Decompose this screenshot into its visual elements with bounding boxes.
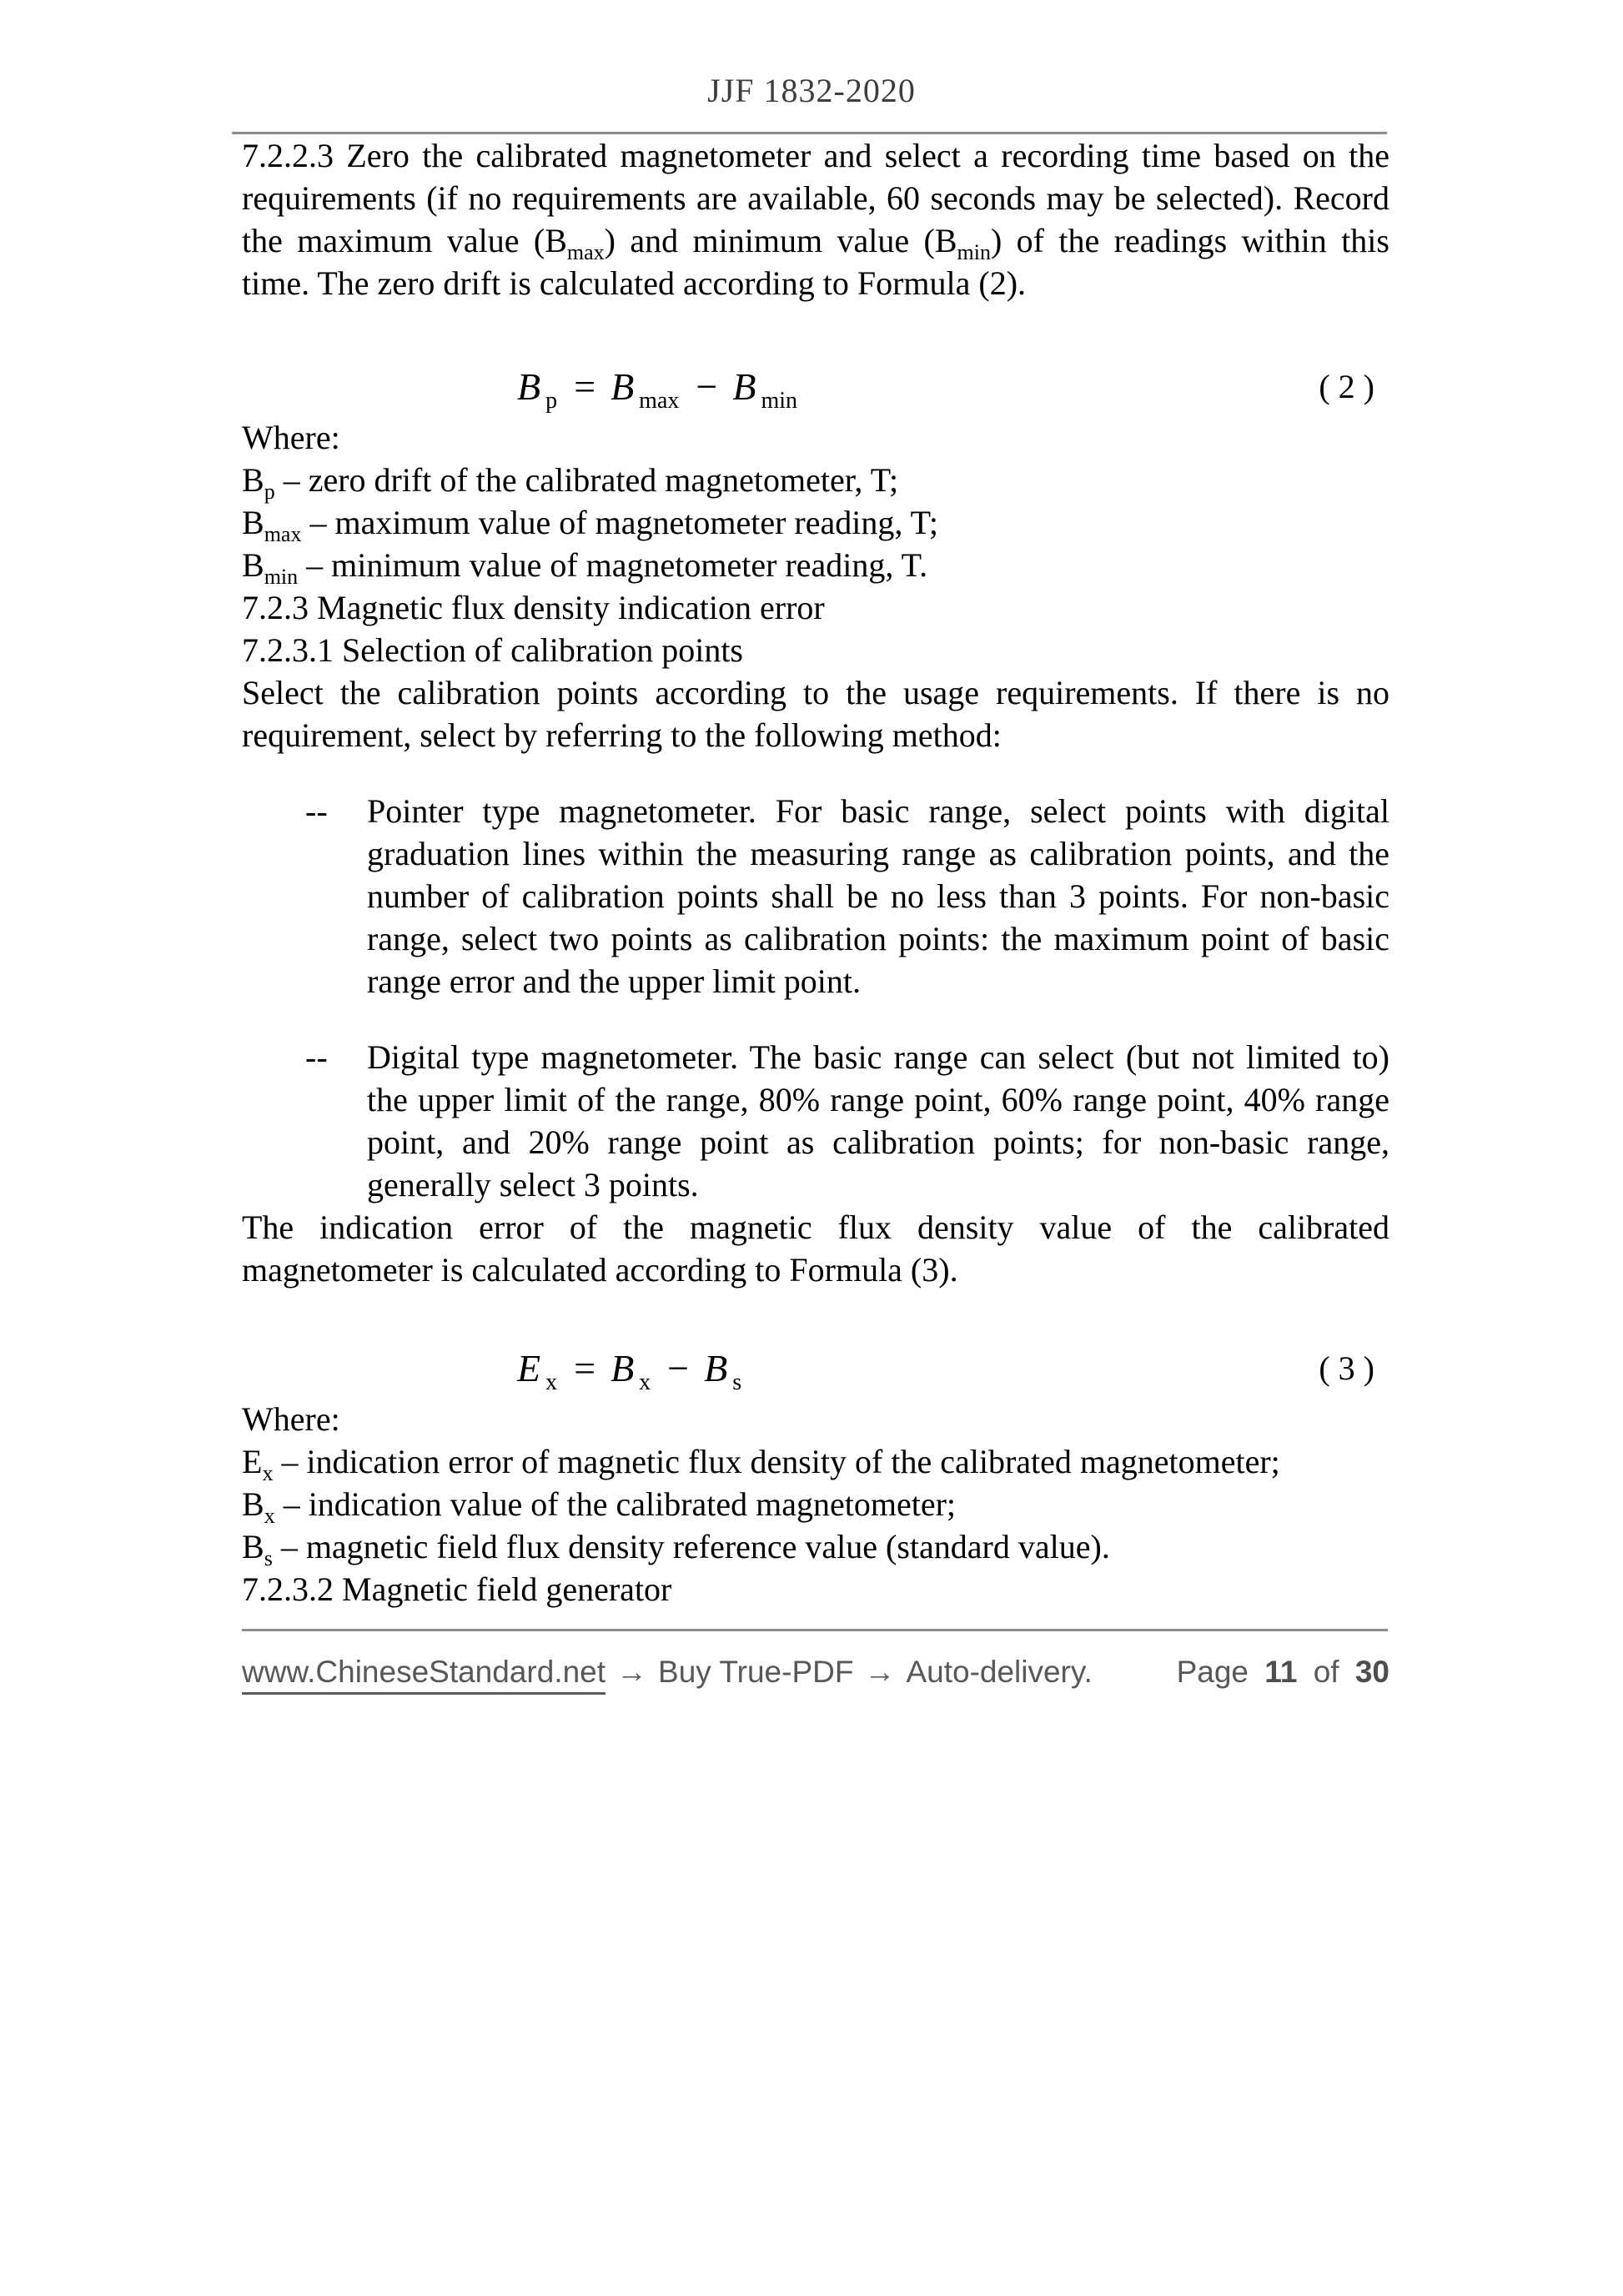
bullet-marker: --: [305, 792, 328, 830]
definition-bmax: [242, 501, 1389, 544]
bullet-text: Digital type magnetometer. The basic range can select (but not limited to) the upper limit of the range, 80% range point, 60% range point, 40% range point, and 20% range point as calibration points; for non-basic range, generally select 3 points.: [367, 1038, 1389, 1203]
footer-links: [242, 1653, 1093, 1695]
bullet-pointer-type: [242, 790, 1389, 1002]
where-label: Where:: [242, 419, 340, 456]
arrow-right-icon: →: [616, 1655, 648, 1689]
paragraph-select-points: Select the calibration points according to the usage requirements. If there is no requirement, select by referring to the following method:: [242, 674, 1389, 754]
symbol-subscript: max: [264, 522, 302, 546]
page-header: [0, 0, 1623, 110]
definition-bmin: [242, 544, 1389, 589]
formula-term: B: [611, 364, 635, 408]
subscript-max: max: [566, 240, 605, 264]
definition-bp: [242, 459, 1389, 504]
minus-sign: −: [667, 1346, 690, 1389]
arrow-right-icon: →: [864, 1655, 896, 1689]
formula-lhs-subscript: p: [545, 387, 558, 414]
formula-lhs: B: [517, 364, 541, 408]
symbol: B: [242, 461, 264, 499]
definition-text: – indication error of magnetic flux density of the calibrated magnetometer;: [273, 1443, 1280, 1480]
symbol-subscript: s: [264, 1546, 273, 1570]
formula-term: B: [611, 1346, 635, 1389]
where-label: Where:: [242, 1400, 340, 1438]
formula-term-subscript: max: [639, 387, 680, 414]
formula-3: [242, 1338, 1389, 1398]
formula-term-subscript: s: [732, 1369, 742, 1395]
footer-rule: [242, 1629, 1388, 1631]
formula-2: [242, 356, 1389, 416]
heading-7231: 7.2.3.1 Selection of calibration points: [242, 631, 743, 669]
page-info: [1177, 1653, 1389, 1691]
formula-term-subscript: x: [639, 1369, 651, 1395]
bullet-marker: --: [305, 1038, 328, 1076]
symbol: B: [242, 1485, 264, 1523]
symbol: B: [242, 504, 264, 541]
footer-action-delivery: Auto-delivery.: [906, 1655, 1093, 1689]
formula-lhs: E: [517, 1346, 541, 1389]
paragraph-indication-error: The indication error of the magnetic flux density value of the calibrated magnetometer is calculated according to Formula (3).: [242, 1208, 1389, 1289]
equation-number: (2): [1319, 367, 1383, 405]
definition-text: – zero drift of the calibrated magnetometer, T;: [274, 461, 899, 499]
definition-text: – magnetic field flux density reference value (standard value).: [272, 1528, 1110, 1565]
symbol: E: [242, 1443, 263, 1480]
definition-text: – maximum value of magnetometer reading, T;: [301, 504, 938, 541]
paragraph-text: ) of the readings within this time. The zero drift is calculated according to Formula (2).: [242, 222, 1389, 302]
minus-sign: −: [696, 364, 718, 408]
formula-term: B: [732, 364, 756, 408]
symbol-subscript: x: [264, 1504, 275, 1528]
doc-number: JJF 1832-2020: [707, 72, 916, 109]
formula-term: B: [704, 1346, 728, 1389]
equation: [517, 364, 799, 414]
definition-bx: [242, 1483, 1389, 1528]
website-link[interactable]: www.ChineseStandard.net: [242, 1653, 605, 1695]
paragraph-7223: [242, 134, 1389, 304]
symbol: B: [242, 546, 264, 584]
definition-text: – minimum value of magnetometer reading, T.: [298, 546, 928, 584]
equals-sign: =: [574, 1346, 596, 1389]
definition-bs: [242, 1525, 1389, 1568]
page-current: 11: [1264, 1655, 1298, 1689]
page-total: 30: [1354, 1655, 1389, 1689]
bullet-digital-type: [242, 1036, 1389, 1206]
symbol-subscript: p: [264, 480, 275, 504]
page-label: Page: [1176, 1655, 1249, 1689]
symbol-subscript: min: [264, 565, 299, 589]
heading-7232: 7.2.3.2 Magnetic field generator: [242, 1570, 672, 1608]
formula-lhs-subscript: x: [545, 1369, 558, 1395]
equation: [517, 1346, 743, 1395]
definition-text: – indication value of the calibrated magnetometer;: [274, 1485, 957, 1523]
paragraph-text: 7.2.2.3 Zero the calibrated magnetometer and select a recording time based on the requirements (if no requirements are available, 60 seconds may be selected). Record the maximum value (B: [242, 137, 1389, 259]
bullet-text: Pointer type magnetometer. For basic range, select points with digital graduation lines within the measuring range as calibration points, and the number of calibration points shall be no less than 3 points. For non-basic range, select two points as calibration points: the maximum point of basic range error and the upper limit point.: [367, 792, 1389, 1000]
equation-number: (3): [1319, 1349, 1383, 1387]
formula-term-subscript: min: [761, 387, 798, 414]
page-footer: [242, 1653, 1389, 1695]
definition-ex: [242, 1440, 1389, 1483]
subscript-min: min: [957, 240, 991, 264]
symbol: B: [242, 1528, 264, 1565]
paragraph-text: ) and minimum value (B: [604, 222, 957, 259]
of-label: of: [1313, 1655, 1339, 1689]
equals-sign: =: [574, 364, 596, 408]
footer-action-buy: Buy True-PDF: [658, 1655, 854, 1689]
heading-723: 7.2.3 Magnetic flux density indication error: [242, 589, 825, 626]
symbol-subscript: x: [262, 1461, 274, 1485]
page-content: [242, 134, 1389, 1610]
